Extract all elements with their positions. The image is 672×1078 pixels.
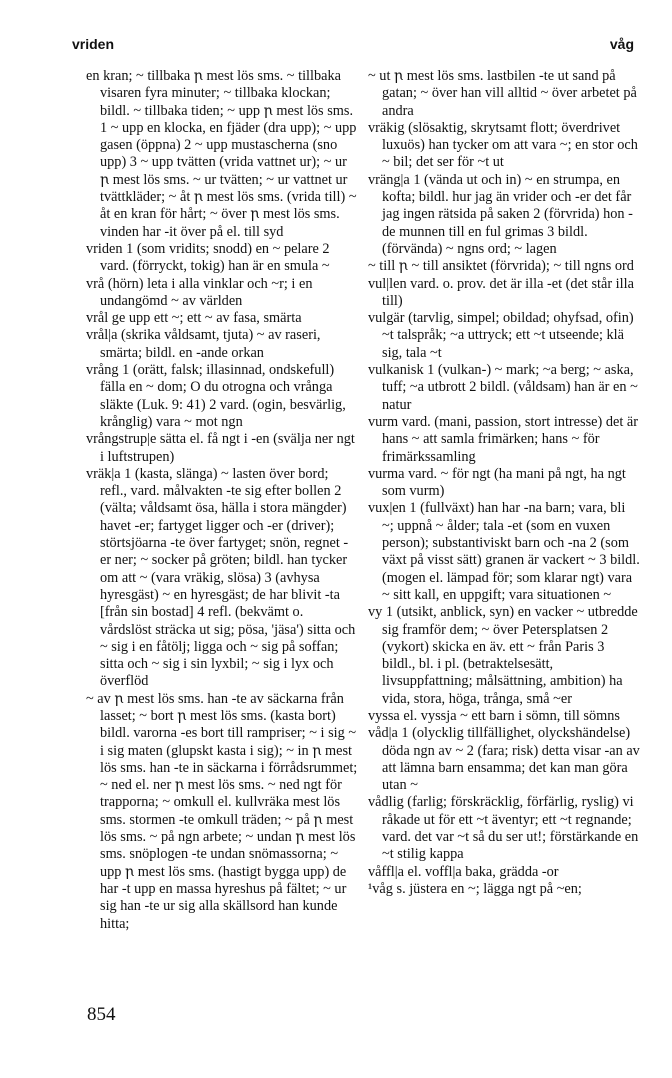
header-first-word: vriden	[72, 36, 115, 52]
entry-vrakig: vräkig (slösaktig, skrytsamt flott; överdrivet luxuös) han tycker om att vara ~; en stor och ~ bil; det ser för ~t ut	[368, 119, 638, 171]
entry-vrangstrupe: vrångstrup|e sätta el. få ngt i -en (svälja ner ngt i luftstrupen)	[86, 431, 355, 465]
entry-vurm: vurm vard. (mani, passion, stort intresse) det är hans ~ att samla frimärken; hans ~ för frimärkssamling	[368, 413, 638, 465]
page-number: 854	[87, 1004, 116, 1025]
entry-vrala: vrål|a (skrika våldsamt, tjuta) ~ av raseri, smärta; bildl. en -ande orkan	[86, 327, 321, 361]
entry-vraka: vräk|a 1 (kasta, slänga) ~ lasten över bord; refl., vard. målvakten -te sig efter bollen 2 (välta; våldsamt ösa, hälla i stora mängder) havet -er; fartyget ligger och -er (driver); störtsjöarna -te över fartyget; snön, regnet -er ner; ~ socker på gröten; bildl. han tycker om att ~ (vara vräkig, slösa) 3 (avhysa hyresgäst) ~ en hyresgäst; de har blivit -ta [från sin bostad] 4 refl. (bekvämt o. vårdslöst sträcka ut sig; pösa, 'jäsa') sitta och ~ sig i en fåtölj; ligga och ~ sig på soffan; sitta och ~ sig i sin lyxbil; ~ sig i lyx och överflöd	[86, 465, 356, 690]
entry-vrang: vrång 1 (orätt, falsk; illasinnad, ondskefull) fälla en ~ dom; O du otrogna och vrånga släkte (Luk. 9: 41) 2 vard. (ogin, besvärlig, krånglig) vara ~ mot ngn	[86, 362, 346, 430]
entry-vada: våd|a 1 (olycklig tillfällighet, olyckshändelse) döda ngn av ~ 2 (fara; risk) detta visar -an av att lämna barn ensamma; det kan man göra utan ~	[368, 725, 640, 794]
entry-vuxen: vux|en 1 (fullväxt) han har -na barn; vara, bli ~; uppnå ~ ålder; tala -et (som en vuxen person); substantiviskt barn och -na 2 (som växt på visst sätt) granen är vackert ~ 3 bildl. (mogen el. lämpad för; som klarar ngt) vara ~ sitt kall, en uppgift; vara situationen ~	[368, 500, 640, 603]
entry-vulgar: vulgär (tarvlig, simpel; obildad; ohyfsad, ofin) ~t talspråk; ~a uttryck; ett ~t utseende; klä sig, tala ~t	[368, 310, 634, 361]
entry-vy: vy 1 (utsikt, anblick, syn) en vacker ~ utbredde sig framför dem; ~ över Petersplatsen 2 (vykort) skicka en äv. ett ~ från Paris 3 bildl., bl. i pl. (betraktelsesätt, livsuppfattning; målsättning, ambition) ha vida, stora, höga, trånga, små ~er	[368, 604, 638, 707]
entry-vrida-continued: en kran; ~ tillbaka ꞃ mest lös sms. ~ tillbaka visaren fyra minuter; ~ tillbaka klockan; bildl. ~ tillbaka tiden; ~ upp ꞃ mest lös sms. 1 ~ upp en klocka, en fjäder (dra upp); ~ upp gasen (öppna) 2 ~ upp mustascherna (sno upp) 3 ~ upp tvätten (vrida vattnet ur); ~ ur ꞃ mest lös sms. ~ ur tvätten; ~ ur vattnet ur tvättkläder; ~ åt ꞃ mest lös sms. (vrida till) ~ åt en kran för hårt; ~ över ꞃ mest lös sms. vinden har -it över på el. till syd	[86, 68, 357, 240]
entry-vulkanisk: vulkanisk 1 (vulkan-) ~ mark; ~a berg; ~ aska, tuff; ~a utbrott 2 bildl. (våldsam) han är en ~ natur	[368, 362, 638, 413]
entry-vriden: vriden 1 (som vridits; snodd) en ~ pelare 2 vard. (förryckt, tokig) han är en smula ~	[86, 240, 330, 275]
header-last-word: våg	[609, 36, 634, 52]
entry-vraka-ut: ~ ut ꞃ mest lös sms. lastbilen -te ut sand på gatan; ~ över han vill alltid ~ över arbetet på andra	[368, 68, 637, 119]
entry-vyssa: vyssa el. vyssja ~ ett barn i sömn, till sömns	[368, 707, 620, 724]
entry-vranga: vräng|a 1 (vända ut och in) ~ en strumpa, en kofta; bildl. hur jag än vrider och -er det får jag ingen rätsida på saken 2 (förvrida) hon -de munnen till en ful grimas 3 bildl. (förvända) ~ ngns ord; ~ lagen	[368, 171, 633, 257]
entry-vra: vrå (hörn) leta i alla vinklar och ~r; i en undangömd ~ av världen	[86, 275, 313, 309]
entry-vurma: vurma vard. ~ för ngt (ha mani på ngt, ha ngt som vurm)	[368, 465, 626, 500]
entry-vag: ¹våg s. jüstera en ~; lägga ngt på ~en;	[368, 880, 582, 897]
right-column	[368, 68, 640, 898]
entry-vranga-till: ~ till ꞃ ~ till ansiktet (förvrida); ~ till ngns ord	[368, 258, 634, 275]
entry-vullen: vul|len vard. o. prov. det är illa -et (det står illa till)	[368, 275, 634, 309]
running-header	[72, 36, 634, 56]
entry-vadlig: vådlig (farlig; förskräcklig, förfärlig, ryslig) vi råkade ut för ett ~t äventyr; ett ~t regnande; vard. det var ~t så du ser ut!; förstärkande en ~t stilig kappa	[368, 794, 639, 863]
left-column	[86, 68, 358, 933]
entry-vaffla: våffl|a el. voffl|a baka, grädda -or	[368, 863, 559, 880]
entry-vraka-particles: ~ av ꞃ mest lös sms. han -te av säckarna från lasset; ~ bort ꞃ mest lös sms. (kasta bort) bildl. varorna -es bort till rampriser; ~ i sig ~ i sig maten (glupskt kasta i sig); ~ in ꞃ mest lös sms. han -te in säckarna i förrådsrummet; ~ ned el. ner ꞃ mest lös sms. ~ ned ngt för trapporna; ~ omkull el. kullvräka mest lös sms. stormen -te omkull träden; ~ på ꞃ mest lös sms. ~ på ngn arbete; ~ undan ꞃ mest lös sms. snöplogen -te undan snömassorna; ~ upp ꞃ mest lös sms. (hastigt bygga upp) de har -t upp en massa hyreshus på fältet; ~ ur sig han -te ur sig alla skällsord han kunde hitta;	[86, 690, 358, 932]
entry-vral: vrål ge upp ett ~; ett ~ av fasa, smärta	[86, 310, 302, 327]
